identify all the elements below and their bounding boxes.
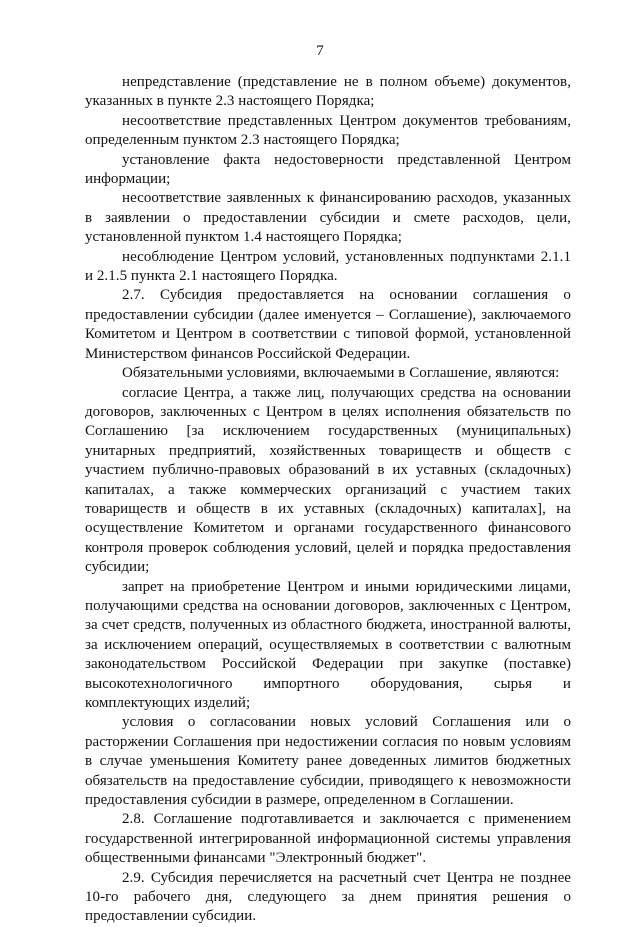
paragraph: установление факта недостоверности представленной Центром информации; <box>85 151 571 188</box>
page-number: 7 <box>316 43 324 59</box>
paragraph: согласие Центра, а также лиц, получающих средства на основании договоров, заключенных с Центром в целях исполнения обязательств по Соглашению [за исключением государственных (муниципальных) унитарных предприятий, хозяйственных товариществ и обществ с участием публично-правовых образований в их уставных (складочных) капиталах, а также коммерческих организаций с участием таких товариществ и обществ в их уставных (складочных) капиталах], на осуществление Комитетом и органами государственного финансового контроля проверок соблюдения условий, целей и порядка предоставления субсидии; <box>85 384 571 576</box>
paragraph: 2.8. Соглашение подготавливается и заключается с применением государственной интегрированной информационной системы управления общественными финансами "Электронный бюджет". <box>85 811 571 867</box>
paragraph: несоблюдение Центром условий, установленных подпунктами 2.1.1 и 2.1.5 пункта 2.1 настоящего Порядка. <box>85 248 571 285</box>
paragraph: 2.7. Субсидия предоставляется на основании соглашения о предоставлении субсидии (далее именуется – Соглашение), заключаемого Комитетом и Центром в соответствии с типовой формой, установленной Министерством финансов Российской Федерации. <box>85 287 571 362</box>
paragraph: запрет на приобретение Центром и иными юридическими лицами, получающими средства на основании договоров, заключенных с Центром, за счет средств, полученных из областного бюджета, иностранной валюты, за исключением операций, осуществляемых в соответствии с валютным законодательством Российской Федерации при закупке (поставке) высокотехнологичного импортного оборудования, сырья и комплектующих изделий; <box>85 578 571 711</box>
paragraph: 2.9. Субсидия перечисляется на расчетный счет Центра не позднее 10-го рабочего дня, следующего за днем принятия решения о предоставлении субсидии. <box>85 869 571 925</box>
paragraph: условия о согласовании новых условий Соглашения или о расторжении Соглашения при недостижении согласия по новым условиям в случае уменьшения Комитету ранее доведенных лимитов бюджетных обязательств на предоставление субсидии, приводящего к невозможности предоставления субсидии в размере, определенном в Соглашении. <box>85 714 571 809</box>
paragraph: Обязательными условиями, включаемыми в Соглашение, являются: <box>122 365 560 382</box>
paragraph: несоответствие представленных Центром документов требованиям, определенным пунктом 2.3 настоящего Порядка; <box>85 112 571 149</box>
paragraph: несоответствие заявленных к финансированию расходов, указанных в заявлении о предоставлении субсидии и смете расходов, цели, установленной пунктом 1.4 настоящего Порядка; <box>85 190 571 246</box>
document-body <box>85 73 571 927</box>
paragraph: непредставление (представление не в полном объеме) документов, указанных в пункте 2.3 настоящего Порядка; <box>85 74 571 110</box>
